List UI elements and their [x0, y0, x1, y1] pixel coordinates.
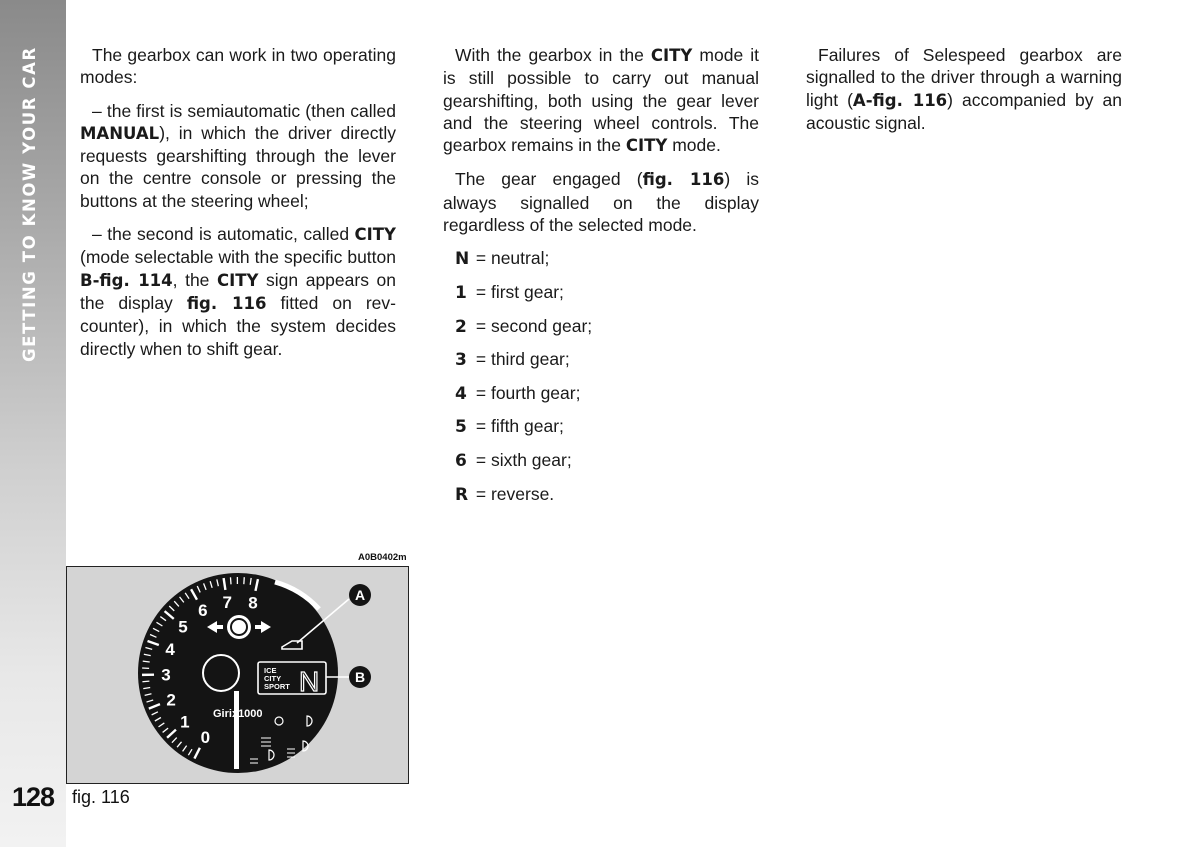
minor-tick — [142, 681, 149, 682]
paragraph-city-mode: – the second is automatic, called CITY (mode selectable with the specific button B-fig. 114, the CITY sign appears on the display fig. 116 fitted on rev-counter), in which the system decides directly when to shift gear. — [80, 224, 396, 359]
gear-item: R = reverse. — [455, 483, 555, 505]
dial-number: 0 — [200, 728, 211, 748]
dial-number: 2 — [166, 690, 176, 710]
page-number: 128 — [12, 782, 55, 812]
section-title: GETTING TO KNOW YOUR CAR — [20, 46, 39, 362]
gear-item: 3 = third gear; — [455, 349, 570, 371]
rev-counter-illustration — [67, 567, 409, 784]
needle-hub — [203, 655, 239, 691]
gear-item: 1 = first gear; — [455, 281, 564, 303]
dial-number: 4 — [165, 639, 175, 659]
needle — [234, 691, 239, 769]
dial-number: 1 — [180, 712, 190, 732]
display-mode-ice: ICE — [264, 666, 277, 675]
callout-b-label: B — [354, 669, 366, 685]
gear-item: N = neutral; — [455, 248, 550, 270]
gear-list — [455, 247, 759, 516]
gear-item: 4 = fourth gear; — [455, 382, 581, 404]
display-mode-city: CITY — [264, 674, 282, 683]
gear-item: 6 = sixth gear; — [455, 449, 572, 471]
column-3 — [806, 44, 1122, 145]
minor-tick — [230, 577, 231, 584]
display-mode-sport: SPORT — [264, 682, 290, 691]
minor-tick — [143, 661, 150, 662]
dial-number: 7 — [222, 592, 232, 612]
figure-code: A0B0402m — [358, 552, 407, 563]
gear-item: 5 = fifth gear; — [455, 416, 564, 438]
gear-item: 2 = second gear; — [455, 315, 593, 337]
dial-label: Girix1000 — [213, 708, 263, 720]
dial-number: 5 — [178, 617, 188, 637]
paragraph-operating-modes: The gearbox can work in two operating modes: — [80, 45, 396, 88]
figure-116 — [66, 566, 409, 784]
dial-number: 6 — [198, 601, 208, 621]
column-1 — [80, 44, 396, 371]
paragraph-city-manual-shift: With the gearbox in the CITY mode it is still possible to carry out manual gearshifting, both using the gear lever and the steering wheel controls. The gearbox remains in the CITY mode. — [443, 45, 760, 156]
paragraph-failure-warning: Failures of Selespeed gearbox are signalled to the driver through a warning light (A-fig. 116) accompanied by an acoustic signal. — [806, 45, 1122, 133]
callout-a-label: A — [354, 587, 366, 603]
dial-number: 8 — [248, 593, 258, 613]
paragraph-manual-mode: – the first is semiautomatic (then called MANUAL), in which the driver directly requests gearshifting through the lever on the centre console or pressing the buttons at the steering wheel; — [80, 100, 396, 211]
display-gear-letter: N — [299, 666, 320, 697]
column-2 — [443, 44, 759, 516]
dial-number: 3 — [161, 665, 171, 685]
figure-caption: fig. 116 — [72, 787, 130, 807]
paragraph-gear-engaged: The gear engaged (fig. 116) is always signalled on the display regardless of the selected mode. — [443, 169, 760, 236]
